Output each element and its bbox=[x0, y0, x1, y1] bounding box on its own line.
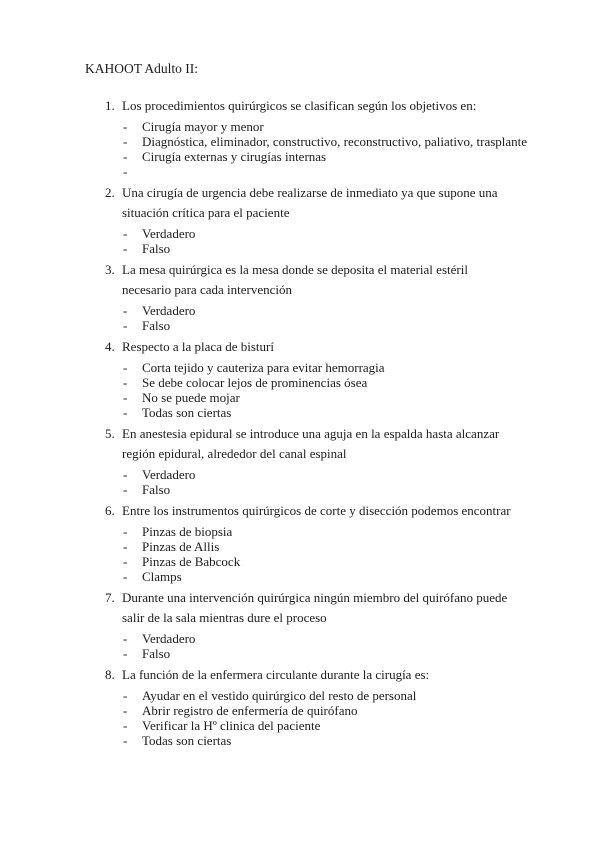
question-row bbox=[105, 501, 542, 521]
question-text-line: Respecto a la placa de bisturí bbox=[122, 339, 274, 354]
answer-option-text: Verificar la Hº clinica del paciente bbox=[142, 718, 321, 733]
answer-option-text: Todas son ciertas bbox=[142, 733, 232, 748]
question-text-line: Una cirugía de urgencia debe realizarse de inmediato ya que supone una bbox=[122, 185, 498, 200]
answer-option bbox=[123, 482, 542, 497]
question bbox=[85, 588, 542, 661]
answer-option bbox=[123, 241, 542, 256]
dash-bullet: - bbox=[123, 119, 128, 134]
question-body bbox=[122, 183, 534, 223]
question-text-line: salir de la sala mientras dure el proceso bbox=[122, 610, 327, 625]
answer-options bbox=[123, 688, 542, 748]
answer-option bbox=[123, 390, 542, 405]
answer-option-text: Falso bbox=[142, 646, 171, 661]
dash-bullet: - bbox=[123, 375, 128, 390]
dash-bullet: - bbox=[123, 703, 128, 718]
question-number: 1. bbox=[105, 98, 115, 113]
question-body bbox=[122, 424, 534, 464]
answer-option-text: Clamps bbox=[142, 569, 182, 584]
question-row bbox=[105, 424, 542, 464]
dash-bullet: - bbox=[123, 631, 128, 646]
answer-options bbox=[123, 467, 542, 497]
question-text-line: La función de la enfermera circulante durante la cirugía es: bbox=[122, 667, 430, 682]
answer-option-text: Verdadero bbox=[142, 303, 196, 318]
question-row bbox=[105, 588, 542, 628]
dash-bullet: - bbox=[123, 482, 128, 497]
answer-option bbox=[123, 703, 542, 718]
question-body bbox=[122, 501, 534, 521]
question-number: 8. bbox=[105, 667, 115, 682]
dash-bullet: - bbox=[123, 524, 128, 539]
answer-option bbox=[123, 467, 542, 482]
answer-option bbox=[123, 524, 542, 539]
answer-option-text: Verdadero bbox=[142, 631, 196, 646]
question-text-line: La mesa quirúrgica es la mesa donde se deposita el material estéril bbox=[122, 262, 468, 277]
answer-option-text: Pinzas de Allis bbox=[142, 539, 220, 554]
dash-bullet: - bbox=[123, 733, 128, 748]
answer-option bbox=[123, 318, 542, 333]
answer-option bbox=[123, 646, 542, 661]
dash-bullet: - bbox=[123, 539, 128, 554]
answer-option-text: Falso bbox=[142, 241, 171, 256]
question bbox=[85, 665, 542, 748]
dash-bullet: - bbox=[123, 134, 128, 149]
answer-options bbox=[123, 303, 542, 333]
question-body bbox=[122, 665, 534, 685]
answer-option bbox=[123, 119, 542, 134]
dash-bullet: - bbox=[123, 318, 128, 333]
answer-option-text: No se puede mojar bbox=[142, 390, 240, 405]
question-text-line: Los procedimientos quirúrgicos se clasifican según los objetivos en: bbox=[122, 98, 477, 113]
question-number: 5. bbox=[105, 426, 115, 441]
answer-option-text: Todas son ciertas bbox=[142, 405, 232, 420]
question-body bbox=[122, 96, 534, 116]
question bbox=[85, 183, 542, 256]
answer-option-text: Verdadero bbox=[142, 467, 196, 482]
answer-option bbox=[123, 688, 542, 703]
question-text-line: región epidural, alrededor del canal espinal bbox=[122, 446, 347, 461]
answer-option bbox=[123, 360, 542, 375]
question-row bbox=[105, 260, 542, 300]
dash-bullet: - bbox=[123, 554, 128, 569]
answer-option bbox=[123, 149, 542, 164]
answer-option-text: Cirugía mayor y menor bbox=[142, 119, 264, 134]
answer-option-text: Verdadero bbox=[142, 226, 196, 241]
answer-option-text: Corta tejido y cauteriza para evitar hemorragia bbox=[142, 360, 385, 375]
answer-option-text: Abrir registro de enfermería de quirófano bbox=[142, 703, 358, 718]
answer-option-text: Diagnóstica, eliminador, constructivo, reconstructivo, paliativo, trasplante bbox=[142, 134, 528, 149]
answer-option bbox=[123, 375, 542, 390]
answer-option bbox=[123, 134, 542, 149]
question bbox=[85, 96, 542, 179]
answer-options bbox=[123, 226, 542, 256]
question-number: 2. bbox=[105, 185, 115, 200]
answer-options bbox=[123, 631, 542, 661]
answer-options bbox=[123, 360, 542, 420]
dash-bullet: - bbox=[123, 303, 128, 318]
answer-option-text bbox=[142, 164, 538, 179]
question-row bbox=[105, 337, 542, 357]
dash-bullet: - bbox=[123, 390, 128, 405]
answer-option bbox=[123, 718, 542, 733]
dash-bullet: - bbox=[123, 718, 128, 733]
question-text-line: situación crítica para el paciente bbox=[122, 205, 290, 220]
question-number: 3. bbox=[105, 262, 115, 277]
answer-option-text: Falso bbox=[142, 482, 171, 497]
question-row bbox=[105, 183, 542, 223]
answer-options bbox=[123, 524, 542, 584]
answer-option-text: Cirugía externas y cirugías internas bbox=[142, 149, 327, 164]
question-row bbox=[105, 665, 542, 685]
question-body bbox=[122, 588, 534, 628]
dash-bullet: - bbox=[123, 688, 128, 703]
answer-option bbox=[123, 631, 542, 646]
answer-option bbox=[123, 539, 542, 554]
question-text-line: En anestesia epidural se introduce una aguja en la espalda hasta alcanzar bbox=[122, 426, 500, 441]
dash-bullet: - bbox=[123, 164, 128, 179]
answer-option bbox=[123, 554, 542, 569]
question-number: 4. bbox=[105, 339, 115, 354]
answer-option-text: Falso bbox=[142, 318, 171, 333]
answer-option-text: Pinzas de Babcock bbox=[142, 554, 241, 569]
question-text-line: Durante una intervención quirúrgica ningún miembro del quirófano puede bbox=[122, 590, 508, 605]
answer-option bbox=[123, 405, 542, 420]
answer-option bbox=[123, 733, 542, 748]
question-number: 7. bbox=[105, 590, 115, 605]
answer-option bbox=[123, 226, 542, 241]
answer-options bbox=[123, 119, 542, 179]
answer-option bbox=[123, 164, 542, 179]
question-text-line: Entre los instrumentos quirúrgicos de corte y disección podemos encontrar bbox=[122, 503, 511, 518]
question-text-line: necesario para cada intervención bbox=[122, 282, 292, 297]
question bbox=[85, 501, 542, 584]
question bbox=[85, 424, 542, 497]
answer-option bbox=[123, 303, 542, 318]
dash-bullet: - bbox=[123, 569, 128, 584]
question bbox=[85, 260, 542, 333]
question-list bbox=[85, 96, 542, 748]
dash-bullet: - bbox=[123, 241, 128, 256]
answer-option-text: Se debe colocar lejos de prominencias ósea bbox=[142, 375, 368, 390]
dash-bullet: - bbox=[123, 360, 128, 375]
question-row bbox=[105, 96, 542, 116]
question-body bbox=[122, 337, 534, 357]
document-title: KAHOOT Adulto II: bbox=[85, 61, 198, 76]
question-body bbox=[122, 260, 534, 300]
dash-bullet: - bbox=[123, 405, 128, 420]
question-number: 6. bbox=[105, 503, 115, 518]
question bbox=[85, 337, 542, 420]
dash-bullet: - bbox=[123, 226, 128, 241]
dash-bullet: - bbox=[123, 149, 128, 164]
answer-option-text: Ayudar en el vestido quirúrgico del resto de personal bbox=[142, 688, 417, 703]
answer-option-text: Pinzas de biopsia bbox=[142, 524, 233, 539]
dash-bullet: - bbox=[123, 646, 128, 661]
dash-bullet: - bbox=[123, 467, 128, 482]
answer-option bbox=[123, 569, 542, 584]
